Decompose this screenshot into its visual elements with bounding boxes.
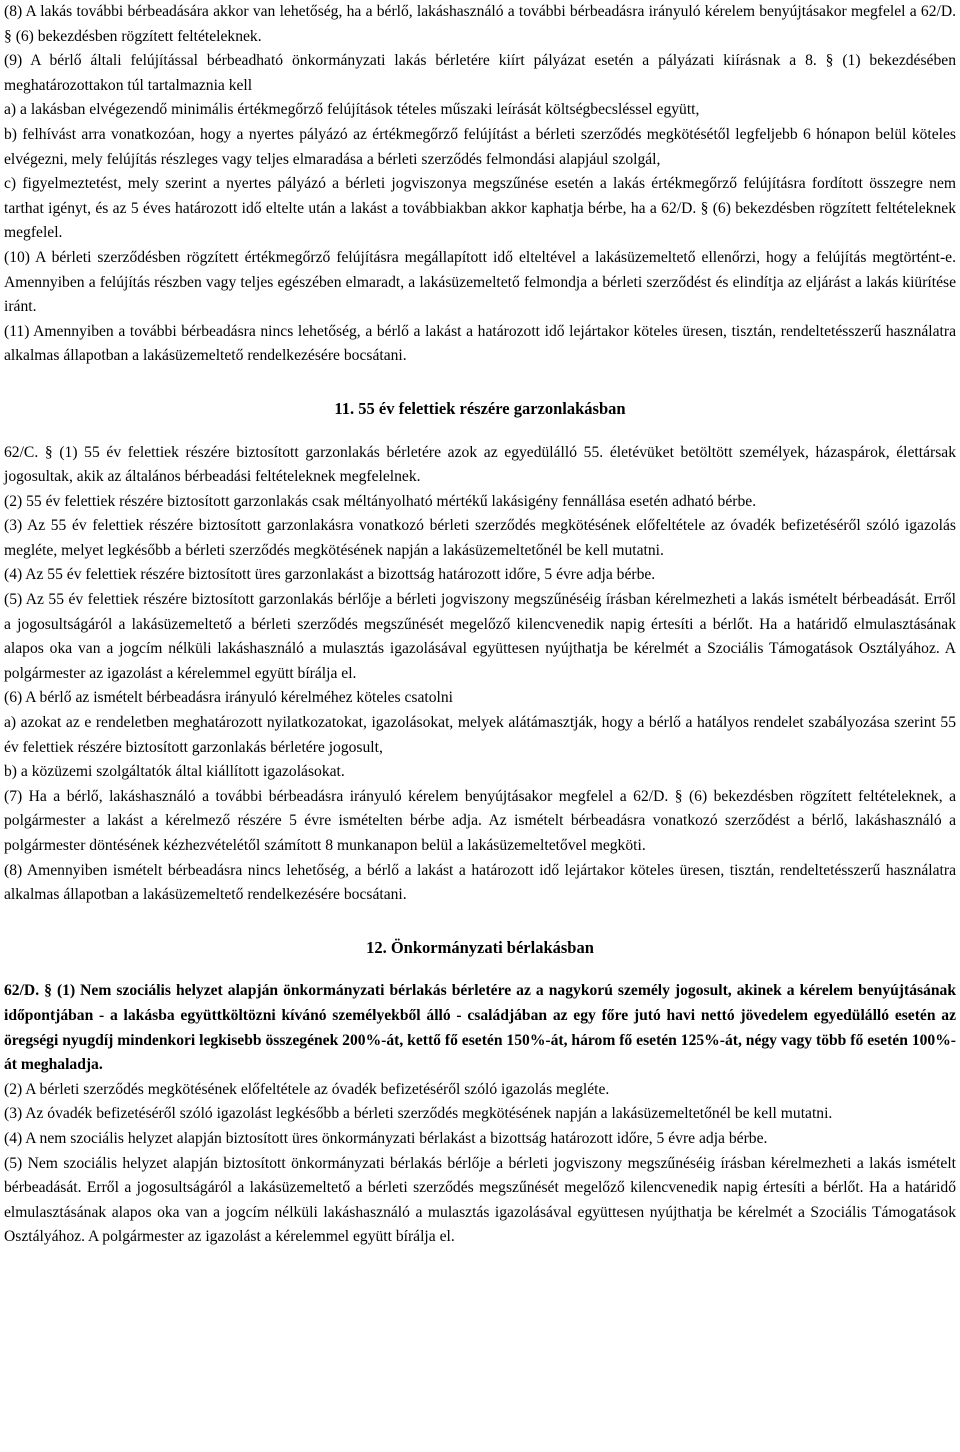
paragraph-9-a: a) a lakásban elvégezendő minimális értékmegőrző felújítások tételes műszaki leírását költségbecsléssel együtt, xyxy=(4,101,700,119)
section-12-body xyxy=(4,979,956,1250)
paragraph-11: (11) Amennyiben a további bérbeadásra nincs lehetőség, a bérlő a lakást a határozott idő lejártakor köteles üresen, tisztán, rendeltetésszerű használatra alkalmas állapotban a lakásüzemeltető rendelkezésére bocsátani. xyxy=(4,322,956,365)
paragraph-62d-2: (2) A bérleti szerződés megkötésének előfeltétele az óvadék befizetéséről szóló igazolás megléte. xyxy=(4,1080,610,1098)
paragraph-62c-5: (5) Az 55 év felettiek részére biztosított garzonlakás bérlője a bérleti jogviszony megszűnéséig írásban kérelmezheti a lakás ismételt bérbeadását. Erről a jogosultságáról a lakásüzemeltető a bérleti szerződés megszűnését megelőző kilencvenedik napig értesíti a bérlőt. Ha a határidő elmulasztásának alapos oka van a jogcím nélküli lakáshasználó a mulasztás igazolásával együttesen nyújthatja be kérelmét a Szociális Támogatások Osztályához. A polgármester az igazolást a kérelemmel együtt bírálja el. xyxy=(4,591,956,682)
paragraph-62c-6: (6) A bérlő az ismételt bérbeadásra irányuló kérelméhez köteles csatolni xyxy=(4,689,454,707)
paragraph-62d-1: 62/D. § (1) Nem szociális helyzet alapján önkormányzati bérlakás bérletére az a nagykorú személy jogosult, akinek a kérelem benyújtásának időpontjában - a lakásba együttköltözni kívánó személyekből álló - családjában az egy főre jutó havi nettó jövedelem egyedülálló esetén az öregségi nyugdíj mindenkori legkisebb összegének 200%-át, kettő fő esetén 150%-át, három fő esetén 125%-át, négy vagy több fő esetén 100%-át meghaladja. xyxy=(4,982,956,1074)
section-11-body xyxy=(4,441,956,908)
section-11-pre-text xyxy=(4,0,956,369)
paragraph-10: (10) A bérleti szerződésben rögzített értékmegőrző felújításra megállapított idő elteltével a lakásüzemeltető ellenőrzi, hogy a felújítás megtörtént-e. Amennyiben a felújítás részben vagy teljes egészében elmaradt, a lakásüzemeltető felmondja a bérleti szerződést és elindítja az eljárást a lakás kiürítése iránt. xyxy=(4,248,956,316)
paragraph-62d-3: (3) Az óvadék befizetéséről szóló igazolást legkésőbb a bérleti szerződés megkötésének napján a lakásüzemeltetőnél be kell mutatni. xyxy=(4,1105,833,1123)
paragraph-62c-7: (7) Ha a bérlő, lakáshasználó a további bérbeadásra irányuló kérelem benyújtásakor megfelel a 62/D. § (6) bekezdésben rögzített feltételeknek, a polgármester a lakást a kérelmező részére 5 évre ismételten bérbe adja. Az ismételt bérbeadásra vonatkozó szerződést a bérlő, lakáshasználó a polgármester döntésének kézhezvételétől számított 8 munkanapon belül a lakásüzemeltetővel megköti. xyxy=(4,787,956,854)
paragraph-62d-4: (4) A nem szociális helyzet alapján biztosított üres önkormányzati bérlakást a bizottság határozott időre, 5 évre adja bérbe. xyxy=(4,1129,768,1147)
paragraph-62c-1: 62/C. § (1) 55 év felettiek részére biztosított garzonlakás bérletére azok az egyedülálló 55. életévüket betöltött személyek, házaspárok, élettársak jogosultak, akik az általános bérbeadási feltételeknek megfelelnek. xyxy=(4,443,956,486)
paragraph-62c-2: (2) 55 év felettiek részére biztosított garzonlakás csak méltányolható mértékű lakásigény fennállása esetén adható bérbe. xyxy=(4,492,757,510)
paragraph-62d-5: (5) Nem szociális helyzet alapján biztosított önkormányzati bérlakás bérlője a bérleti jogviszony megszűnéséig írásban kérelmezheti a lakás ismételt bérbeadását. Erről a jogosultságáról a lakásüzemeltető a bérleti szerződés megszűnését megelőző kilencvenedik napig értesíti a bérlőt. Ha a határidő elmulasztásának alapos oka van a jogcím nélküli lakáshasználó a mulasztás igazolásával együttesen nyújthatja be kérelmét a Szociális Támogatások Osztályához. A polgármester az igazolást a kérelemmel együtt bírálja el. xyxy=(4,1154,956,1246)
section-heading-11: 11. 55 év felettiek részére garzonlakásban xyxy=(334,398,626,418)
paragraph-62c-6-a: a) azokat az e rendeletben meghatározott nyilatkozatokat, igazolásokat, melyek alátámasztják, hogy a bérlő a hatályos rendelet szabályozása szerint 55 év felettiek részére biztosított garzonlakás bérletére jogosult, xyxy=(4,714,956,756)
paragraph-9-c: c) figyelmeztetést, mely szerint a nyertes pályázó a bérleti jogviszonya megszűnése esetén a lakás értékmegőrző felújításra fordított összegre nem tarthat igényt, és az 5 éves határozott idő eltelte után a lakást a továbbiakban akkor kaphatja bérbe, ha a 62/D. § (6) bekezdésben rögzített feltételeknek megfelel. xyxy=(4,175,956,242)
paragraph-8: (8) A lakás további bérbeadására akkor van lehetőség, ha a bérlő, lakáshasználó a további bérbeadásra irányuló kérelem benyújtásakor megfelel a 62/D. § (6) bekezdésben rögzített feltételeknek. xyxy=(4,3,956,45)
paragraph-62c-6-b: b) a közüzemi szolgáltatók által kiállított igazolásokat. xyxy=(4,763,345,781)
paragraph-62c-4: (4) Az 55 év felettiek részére biztosított üres garzonlakást a bizottság határozott időre, 5 évre adja bérbe. xyxy=(4,566,656,584)
paragraph-62c-3: (3) Az 55 év felettiek részére biztosított garzonlakásra vonatkozó bérleti szerződés megkötésének előfeltétele az óvadék befizetéséről szóló igazolás megléte, melyet legkésőbb a bérleti szerződés megkötésének napján a lakásüzemeltetőnél be kell mutatni. xyxy=(4,517,956,559)
paragraph-9: (9) A bérlő általi felújítással bérbeadható önkormányzati lakás bérletére kiírt pályázat esetén a pályázati kiírásnak a 8. § (1) bekezdésében meghatározottakon túl tartalmaznia kell xyxy=(4,52,956,94)
paragraph-9-b: b) felhívást arra vonatkozóan, hogy a nyertes pályázó az értékmegőrző felújítást a bérleti szerződés megkötésétől legfeljebb 6 hónapon belül köteles elvégezni, mely felújítás részleges vagy teljes elmaradása a bérleti szerződés felmondási alapjául szolgál, xyxy=(4,125,956,168)
paragraph-62c-8: (8) Amennyiben ismételt bérbeadásra nincs lehetőség, a bérlő a lakást a határozott idő lejártakor köteles üresen, tisztán, rendeltetésszerű használatra alkalmas állapotban a lakásüzemeltető rendelkezésére bocsátani. xyxy=(4,861,956,904)
section-heading-12: 12. Önkormányzati bérlakásban xyxy=(366,937,594,957)
